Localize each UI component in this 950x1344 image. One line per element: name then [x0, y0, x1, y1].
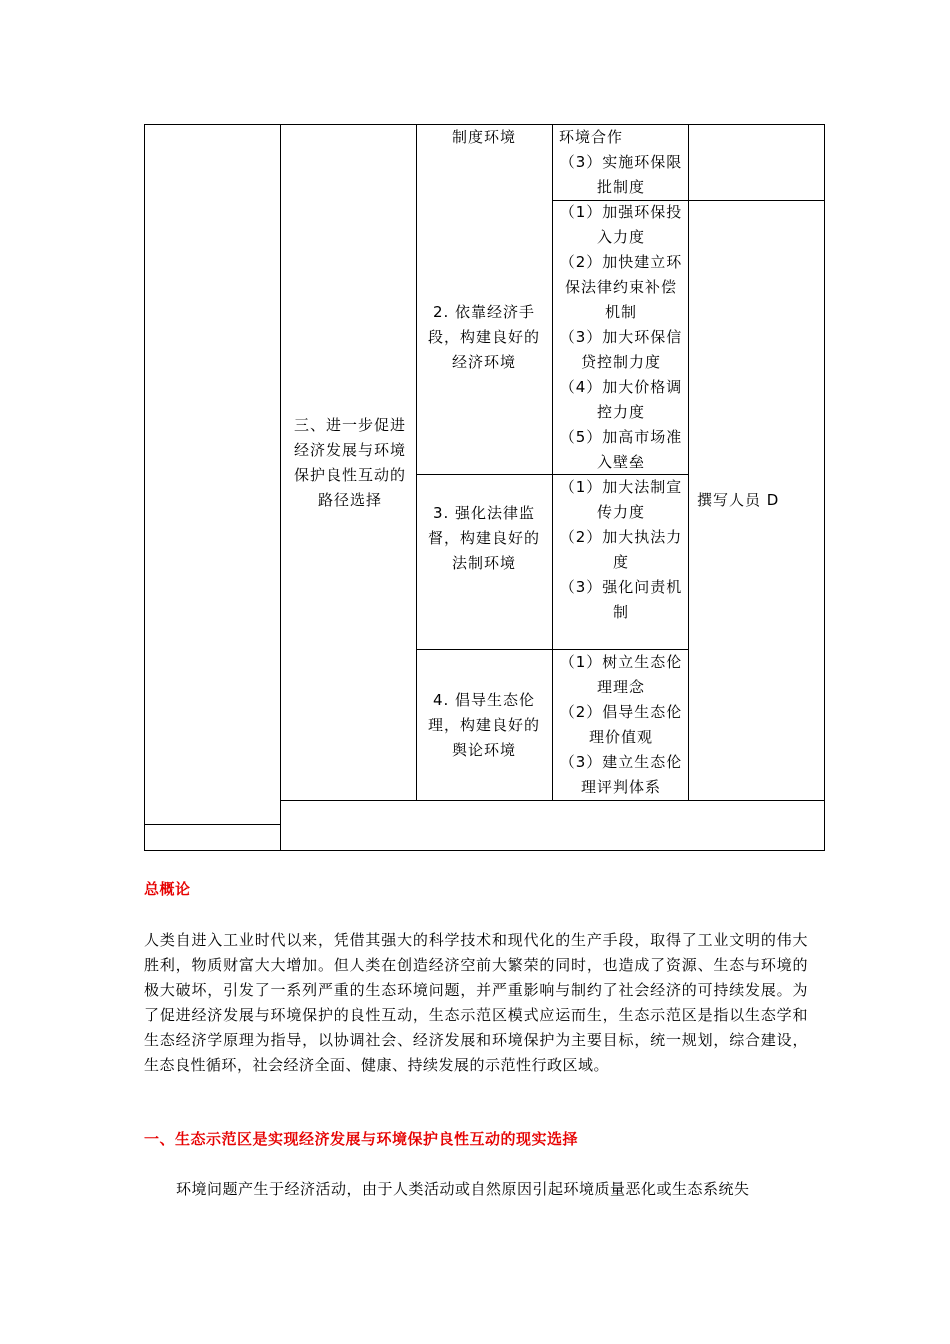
row3-measure-2: （2）倡导生态伦理价值观 — [559, 703, 683, 746]
row1-measure-4: （4）加大价格调控力度 — [559, 378, 683, 421]
row2-measure-3: （3）强化问责机制 — [559, 578, 683, 621]
row1-measure-2: （2）加快建立环保法律约束补偿机制 — [559, 253, 683, 321]
row3-measure-1: （1）树立生态伦理理念 — [559, 653, 683, 696]
row2-topic: 3. 强化法律监督，构建良好的法制环境 — [427, 504, 540, 572]
row1-measure-3: （3）加大环保信贷控制力度 — [559, 328, 683, 371]
section1-heading: 一、生态示范区是实现经济发展与环境保护良性互动的现实选择 — [144, 1130, 579, 1148]
row1-measure-5: （5）加高市场准入壁垒 — [559, 428, 683, 471]
row2-measures-cell — [559, 475, 683, 649]
overview-paragraph: 人类自进入工业时代以来，凭借其强大的科学技术和现代化的生产手段，取得了工业文明的伟大胜利，物质财富大大增加。但人类在创造经济空前大繁荣的同时，也造成了资源、生态与环境的极大破坏，引发了一系列严重的生态环境问题，并严重影响与制约了社会经济的可持续发展。为了促进经济发展与环境保护的良性互动，生态示范区模式应运而生，生态示范区是指以生态学和生态经济学原理为指导，以协调社会、经济发展和环境保护为主要目标，统一规划，综合建设，生态良性循环，社会经济全面、健康、持续发展的示范性行政区域。 — [144, 931, 808, 1074]
row1-topic: 2. 依靠经济手段，构建良好的经济环境 — [427, 303, 540, 371]
left-footer-divider — [144, 824, 280, 825]
column-divider-1 — [280, 124, 281, 851]
author-cell — [695, 201, 824, 800]
table-border-left — [144, 124, 145, 851]
row0-measures-cell — [559, 125, 683, 200]
row2-topic-cell — [423, 475, 545, 649]
section1-paragraph: 环境问题产生于经济活动，由于人类活动或自然原因引起环境质量恶化或生态系统失 — [176, 1180, 750, 1198]
row0-topic-cell — [423, 125, 545, 200]
row0-measure-2: （3）实施环保限批制度 — [559, 153, 683, 196]
author-label: 撰写人员 D — [697, 491, 780, 509]
row2-measure-2: （2）加大执法力度 — [559, 528, 683, 571]
row1-measures-cell — [559, 201, 683, 474]
table-border-bottom — [144, 850, 825, 851]
row1-topic-cell — [423, 201, 545, 474]
section-title: 三、进一步促进经济发展与环境保护良性互动的路径选择 — [293, 415, 406, 509]
overview-heading: 总概论 — [144, 880, 191, 898]
column-divider-4 — [688, 124, 689, 801]
column-divider-2 — [416, 124, 417, 801]
plan-table — [144, 124, 825, 851]
row2-measure-1: （1）加大法制宣传力度 — [559, 478, 683, 521]
row0-measure-1: 环境合作 — [559, 128, 624, 146]
table-border-right — [824, 124, 825, 851]
section-title-cell — [287, 124, 413, 801]
column-divider-3 — [552, 124, 553, 801]
row3-measures-cell — [559, 650, 683, 800]
row0-topic: 制度环境 — [451, 128, 516, 146]
row1-measure-1: （1）加强环保投入力度 — [559, 203, 683, 246]
row3-measure-3: （3）建立生态伦理评判体系 — [559, 753, 683, 796]
row3-topic: 4. 倡导生态伦理，构建良好的舆论环境 — [427, 690, 540, 759]
row3-topic-cell — [423, 650, 545, 800]
